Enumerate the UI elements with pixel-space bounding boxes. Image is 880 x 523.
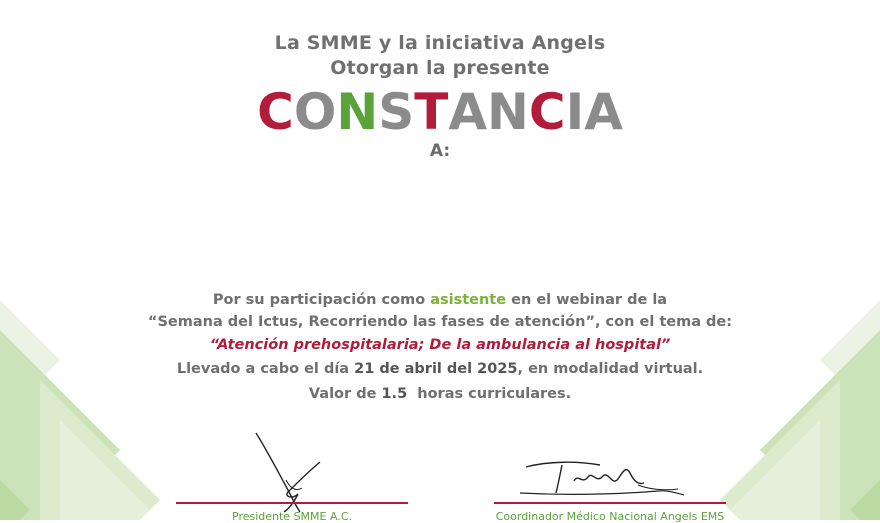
event-name-line: “Semana del Ictus, Recorriendo las fases de atención”, con el tema de:	[147, 314, 733, 330]
title-letter: N	[336, 83, 379, 141]
value-suffix: horas curriculares.	[407, 386, 572, 402]
date-suffix: , en modalidad virtual.	[517, 361, 704, 377]
left-signature-line	[176, 502, 408, 504]
title-letter: O	[293, 83, 337, 141]
topic-line: “Atención prehospitalaria; De la ambulancia al hospital”	[209, 337, 671, 353]
header-line-1: La SMME y la iniciativa Angels	[274, 32, 606, 54]
right-signature-line	[494, 502, 726, 504]
left-signatory-title: Presidente SMME A.C.	[232, 510, 352, 523]
date-line	[0, 361, 880, 377]
curricular-hours: 1.5	[381, 386, 408, 402]
value-prefix: Valor de	[308, 386, 382, 402]
recipient-label: A:	[429, 141, 451, 161]
participation-line	[0, 292, 880, 308]
left-diamond-pattern	[0, 240, 160, 520]
title-letter: N	[487, 83, 529, 141]
title-letter: C	[257, 83, 294, 141]
certificate-title	[0, 84, 880, 140]
title-letter: A	[448, 83, 488, 141]
right-signatory-title: Coordinador Médico Nacional Angels EMS	[495, 510, 725, 523]
event-date: 21 de abril del 2025	[354, 361, 518, 377]
right-diamond-pattern	[720, 240, 880, 520]
value-line	[0, 386, 880, 402]
title-letter: I	[565, 83, 585, 141]
participation-suffix: en el webinar de la	[506, 292, 668, 308]
title-letter: T	[414, 83, 449, 141]
date-prefix: Llevado a cabo el día	[176, 361, 355, 377]
header-line-2: Otorgan la presente	[330, 57, 550, 79]
participation-prefix: Por su participación como	[212, 292, 431, 308]
title-letter: A	[584, 83, 623, 141]
title-letter: S	[378, 83, 415, 141]
right-signature	[518, 455, 698, 505]
title-letter: C	[528, 83, 566, 141]
participant-role: asistente	[430, 292, 507, 308]
